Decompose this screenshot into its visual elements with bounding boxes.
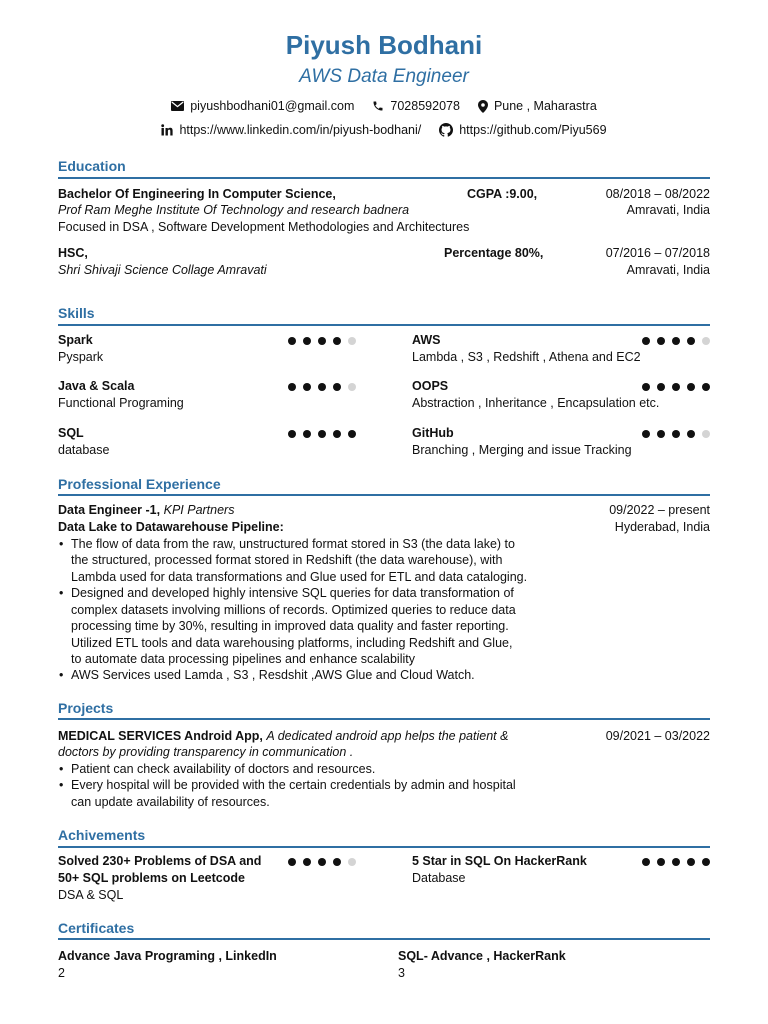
phone-text: 7028592078 [390, 99, 460, 113]
rating-dot-filled [348, 430, 356, 438]
rating-dot-filled [687, 430, 695, 438]
rating-dot-filled [657, 858, 665, 866]
skills-heading: Skills [58, 305, 95, 321]
skill-name: SQL [58, 426, 84, 440]
education-heading: Education [58, 158, 126, 174]
project-bullet-2: • Every hospital will be provided with the certain credentials by admin and hospital [59, 778, 516, 792]
job-bullet-continuation: the structured, processed format stored in Redshift (the data warehouse), with [71, 553, 503, 567]
project-title-line [58, 728, 508, 745]
achievement-rating [288, 858, 363, 866]
project-desc-2: doctors by providing transparency in communication . [58, 745, 354, 759]
job-bullet-2: • Designed and developed highly intensive SQL queries for data transformation of [59, 586, 514, 600]
score-2: Percentage 80%, [444, 246, 544, 260]
rating-dot-empty [702, 337, 710, 345]
skill-name: AWS [412, 333, 441, 347]
degree-2: HSC, [58, 246, 88, 260]
rating-dot-empty [348, 383, 356, 391]
skill-name: GitHub [412, 426, 454, 440]
rating-dot-empty [348, 858, 356, 866]
skill-detail: Abstraction , Inheritance , Encapsulation etc. [412, 396, 660, 410]
rating-dot-filled [702, 383, 710, 391]
projects-divider [58, 718, 710, 720]
place-1: Amravati, India [626, 203, 710, 217]
skill-rating [288, 383, 363, 391]
location-text: Pune , Maharastra [493, 99, 597, 113]
skill-rating [288, 430, 363, 438]
phone-icon [372, 100, 384, 112]
experience-divider [58, 494, 710, 496]
rating-dot-filled [672, 383, 680, 391]
job-dates: 09/2022 – present [609, 503, 710, 517]
skill-detail: Pyspark [58, 350, 104, 364]
rating-dot-filled [303, 430, 311, 438]
achievement-detail: Database [412, 871, 466, 885]
rating-dot-filled [318, 383, 326, 391]
rating-dot-filled [288, 858, 296, 866]
rating-dot-filled [318, 430, 326, 438]
github-icon [439, 123, 453, 137]
note-1: Focused in DSA , Software Development Methodologies and Architectures [58, 220, 470, 234]
achievement-line: 5 Star in SQL On HackerRank [412, 854, 587, 868]
experience-heading: Professional Experience [58, 476, 221, 492]
rating-dot-empty [348, 337, 356, 345]
skill-detail: Lambda , S3 , Redshift , Athena and EC2 [412, 350, 641, 364]
rating-dot-filled [672, 858, 680, 866]
job-role: Data Engineer -1, [58, 503, 161, 517]
github-text: https://github.com/Piyu569 [459, 123, 607, 137]
certificate-number: 2 [58, 966, 65, 980]
job-place: Hyderabad, India [614, 520, 710, 534]
rating-dot-filled [333, 430, 341, 438]
rating-dot-filled [642, 383, 650, 391]
rating-dot-filled [672, 337, 680, 345]
job-bullet-3: • AWS Services used Lamda , S3 , Resdshit ,AWS Glue and Cloud Watch. [59, 668, 475, 682]
job-bullet-continuation: processing time by 30%, resulting in improved data quality and faster reporting. [71, 619, 509, 633]
dates-1: 08/2018 – 08/2022 [605, 187, 710, 201]
job-bullet-continuation: to automate data processing pipelines and enhance scalability [71, 652, 415, 666]
resume-name: Piyush Bodhani [285, 30, 483, 60]
rating-dot-filled [288, 383, 296, 391]
skills-divider [58, 324, 710, 326]
skill-name: Spark [58, 333, 93, 347]
rating-dot-filled [657, 337, 665, 345]
location-pin-icon [478, 100, 488, 113]
job-title-line [58, 502, 234, 519]
rating-dot-filled [642, 858, 650, 866]
envelope-icon [171, 101, 184, 111]
phone-contact[interactable] [372, 99, 460, 113]
skill-rating [288, 337, 363, 345]
rating-dot-filled [642, 337, 650, 345]
certificates-heading: Certificates [58, 920, 135, 936]
rating-dot-filled [318, 337, 326, 345]
rating-dot-filled [657, 383, 665, 391]
skill-detail: Branching , Merging and issue Tracking [412, 443, 632, 457]
resume-title: AWS Data Engineer [299, 66, 469, 87]
rating-dot-filled [288, 337, 296, 345]
skill-name: Java & Scala [58, 379, 135, 393]
certificate-name: Advance Java Programing , LinkedIn [58, 949, 277, 963]
skill-rating [642, 430, 717, 438]
job-project: Data Lake to Datawarehouse Pipeline: [58, 520, 284, 534]
project-title: MEDICAL SERVICES Android App, [58, 729, 263, 743]
certificate-name: SQL- Advance , HackerRank [398, 949, 566, 963]
school-1: Prof Ram Meghe Institute Of Technology and research badnera [58, 203, 410, 217]
rating-dot-filled [702, 858, 710, 866]
job-bullet-continuation: Lambda used for data transformations and Glue used for ETL and data cataloging. [71, 570, 528, 584]
github-contact[interactable] [439, 123, 606, 137]
contact-row-1 [0, 99, 768, 113]
project-dates: 09/2021 – 03/2022 [605, 729, 710, 743]
email-text: piyushbodhani01@gmail.com [190, 99, 355, 113]
job-bullet-continuation: Utilized ETL tools and data warehousing platforms, including Redshift and Glue, [71, 636, 513, 650]
degree-1: Bachelor Of Engineering In Computer Science, [58, 187, 336, 201]
certificate-number: 3 [398, 966, 405, 980]
school-2: Shri Shivaji Science Collage Amravati [58, 263, 267, 277]
email-contact[interactable] [171, 99, 354, 113]
education-divider [58, 177, 710, 179]
rating-dot-filled [672, 430, 680, 438]
linkedin-contact[interactable] [161, 123, 421, 137]
rating-dot-empty [702, 430, 710, 438]
rating-dot-filled [687, 383, 695, 391]
projects-heading: Projects [58, 700, 114, 716]
skill-detail: Functional Programing [58, 396, 184, 410]
rating-dot-filled [687, 858, 695, 866]
project-bullet-continuation: can update availability of resources. [71, 795, 270, 809]
linkedin-text: https://www.linkedin.com/in/piyush-bodhani/ [179, 123, 422, 137]
skill-detail: database [58, 443, 110, 457]
skill-rating [642, 337, 717, 345]
project-bullet-1: • Patient can check availability of doctors and resources. [59, 762, 376, 776]
rating-dot-filled [333, 337, 341, 345]
skill-name: OOPS [412, 379, 449, 393]
contact-row-2 [0, 123, 768, 137]
skill-rating [642, 383, 717, 391]
job-bullet-1: • The flow of data from the raw, unstructured format stored in S3 (the data lake) to [59, 537, 515, 551]
rating-dot-filled [303, 337, 311, 345]
score-1: CGPA :9.00, [467, 187, 538, 201]
location-contact [478, 99, 597, 113]
job-bullet-text: AWS Services used Lamda , S3 , Resdshit ,AWS Glue and Cloud Watch. [71, 668, 475, 682]
achievements-divider [58, 846, 710, 848]
rating-dot-filled [303, 858, 311, 866]
rating-dot-filled [303, 383, 311, 391]
achievements-heading: Achivements [58, 827, 146, 843]
job-bullet-continuation: complex datasets involving millions of records. Optimized queries to reduce data [71, 603, 516, 617]
rating-dot-filled [642, 430, 650, 438]
job-company: KPI Partners [163, 503, 235, 517]
project-bullet-text: Every hospital will be provided with the certain credentials by admin and hospital [71, 778, 516, 792]
rating-dot-filled [687, 337, 695, 345]
project-desc: A dedicated android app helps the patient & [266, 729, 509, 743]
dates-2: 07/2016 – 07/2018 [605, 246, 710, 260]
job-bullet-text: Designed and developed highly intensive SQL queries for data transformation of [71, 586, 514, 600]
achievement-rating [642, 858, 717, 866]
project-bullet-text: Patient can check availability of doctors and resources. [71, 762, 376, 776]
job-bullet-text: The flow of data from the raw, unstructured format stored in S3 (the data lake) to [71, 537, 515, 551]
achievement-detail: DSA & SQL [58, 888, 124, 902]
rating-dot-filled [318, 858, 326, 866]
place-2: Amravati, India [626, 263, 710, 277]
rating-dot-filled [333, 383, 341, 391]
achievement-line: 50+ SQL problems on Leetcode [58, 871, 245, 885]
certificates-divider [58, 938, 710, 940]
rating-dot-filled [657, 430, 665, 438]
rating-dot-filled [288, 430, 296, 438]
linkedin-icon [161, 124, 173, 136]
achievement-line: Solved 230+ Problems of DSA and [58, 854, 262, 868]
rating-dot-filled [333, 858, 341, 866]
